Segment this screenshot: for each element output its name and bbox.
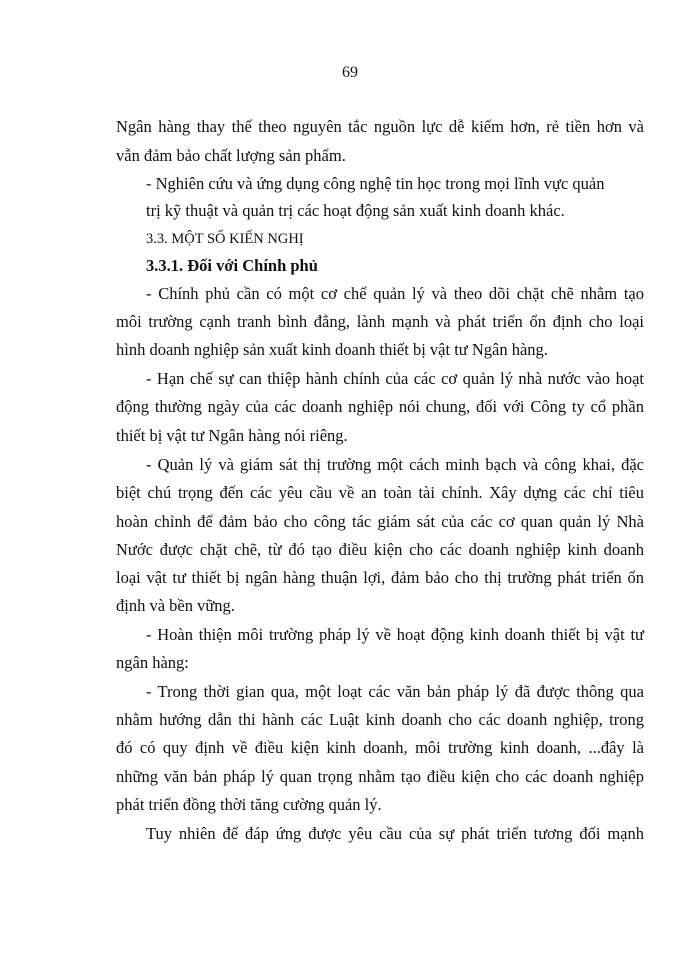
text-line: - Trong thời gian qua, một loạt các văn bản pháp lý đã được thông qua (146, 682, 644, 701)
text-line: phát triển đồng thời tăng cường quản lý. (116, 795, 382, 814)
text-line: vẫn đảm bảo chất lượng sản phẩm. (116, 146, 346, 165)
text-line: thiết bị vật tư Ngân hàng nói riêng. (116, 426, 348, 445)
text-line: nhằm hướng dẫn thi hành các Luật kinh doanh cho các doanh nghiệp, trong (116, 710, 644, 729)
text-line: những văn bản pháp lý quan trọng nhằm tạo điều kiện cho các doanh nghiệp (116, 767, 644, 786)
text-line: - Chính phủ cần có một cơ chế quản lý và theo dõi chặt chẽ nhằm tạo (146, 284, 644, 303)
text-line: động thường ngày của các doanh nghiệp nói chung, đối với Công ty cổ phần (116, 397, 644, 416)
text-line: trị kỹ thuật và quản trị các hoạt động sản xuất kinh doanh khác. (146, 201, 565, 220)
text-line: - Nghiên cứu và ứng dụng công nghệ tin học trong mọi lĩnh vực quản (146, 174, 605, 193)
text-line: đó có quy định về điều kiện kinh doanh, môi trường kinh doanh, ...đây là (116, 738, 644, 757)
text-line: - Quản lý và giám sát thị trường một cách minh bạch và công khai, đặc (146, 455, 644, 474)
text-line: loại vật tư thiết bị ngân hàng thuận lợi, đảm bảo cho thị trường phát triển ổn (116, 568, 644, 587)
text-line: hình doanh nghiệp sản xuất kinh doanh thiết bị vật tư Ngân hàng. (116, 340, 548, 359)
text-line: ngân hàng: (116, 653, 189, 672)
text-line: Tuy nhiên để đáp ứng được yêu cầu của sự phát triển tương đối mạnh (146, 824, 644, 843)
text-line: - Hạn chế sự can thiệp hành chính của các cơ quản lý nhà nước vào hoạt (146, 369, 644, 388)
text-line: Nước được chặt chẽ, từ đó tạo điều kiện cho các doanh nghiệp kinh doanh (116, 540, 644, 559)
text-line: định và bền vững. (116, 596, 235, 615)
page-number: 69 (342, 64, 358, 81)
text-line: môi trường cạnh tranh bình đẳng, lành mạnh và phát triển ổn định cho loại (116, 312, 644, 331)
section-heading: 3.3. MỘT SỐ KIẾN NGHỊ (146, 231, 304, 247)
text-line: biệt chú trọng đến các yêu cầu về an toàn tài chính. Xây dựng các chỉ tiêu (116, 483, 644, 502)
text-line: Ngân hàng thay thế theo nguyên tắc nguồn lực dễ kiếm hơn, rẻ tiền hơn và (116, 117, 644, 136)
text-line: hoàn chỉnh để đảm bảo cho công tác giám sát của các cơ quan quản lý Nhà (116, 512, 644, 531)
text-line: - Hoàn thiện môi trường pháp lý về hoạt động kinh doanh thiết bị vật tư (146, 625, 644, 644)
subsection-heading: 3.3.1. Đối với Chính phủ (146, 256, 318, 275)
